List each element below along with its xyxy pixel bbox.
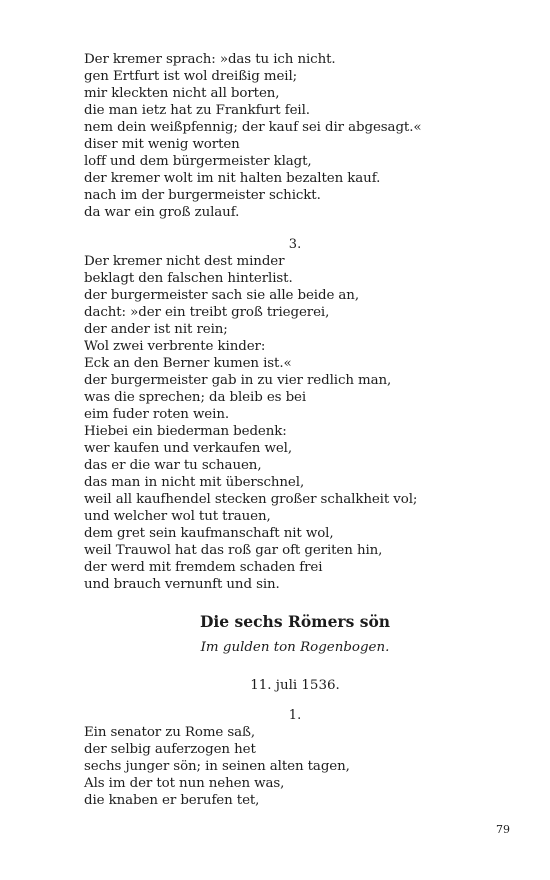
verse-line: der werd mit fremdem schaden frei	[84, 560, 323, 575]
verse-line: weil all kaufhendel stecken großer schalkheit vol;	[84, 492, 418, 507]
verse-line: Als im der tot nun nehen was,	[84, 776, 285, 791]
verse-line: der selbig auferzogen het	[84, 742, 256, 757]
poem-subtitle: Im gulden ton Rogenbogen.	[200, 640, 390, 655]
verse-line: wer kaufen und verkaufen wel,	[84, 441, 293, 456]
verse-line: diser mit wenig worten	[84, 137, 240, 152]
verse-line: das man in nicht mit überschnel,	[84, 475, 305, 490]
verse-line: Ein senator zu Rome saß,	[84, 725, 256, 740]
verse-line: beklagt den falschen hinterlist.	[84, 271, 293, 286]
stanza-number: 3.	[288, 237, 302, 252]
verse-line: und welcher wol tut trauen,	[84, 509, 271, 524]
verse-line: sechs junger sön; in seinen alten tagen,	[84, 759, 350, 774]
verse-line: gen Ertfurt ist wol dreißig meil;	[84, 69, 298, 84]
verse-line: dacht: »der ein treibt groß triegerei,	[84, 305, 330, 320]
verse-line: der burgermeister gab in zu vier redlich man,	[84, 373, 392, 388]
poem-title: Die sechs Römers sön	[199, 612, 391, 631]
verse-line: mir kleckten nicht all borten,	[84, 86, 280, 101]
verse-line: loff und dem bürgermeister klagt,	[84, 154, 312, 169]
stanza-3	[84, 253, 504, 593]
verse-line: Der kremer nicht dest minder	[84, 254, 285, 269]
verse-line: der burgermeister sach sie alle beide an,	[84, 288, 359, 303]
verse-line: weil Trauwol hat das roß gar oft geriten hin,	[84, 543, 383, 558]
poem-stanza-1	[84, 724, 504, 809]
verse-line: Wol zwei verbrente kinder:	[84, 339, 266, 354]
stanza-number: 1.	[288, 708, 302, 723]
verse-line: Hiebei ein biederman bedenk:	[84, 424, 287, 439]
verse-line: der kremer wolt im nit halten bezalten kauf.	[84, 171, 381, 186]
verse-line: und brauch vernunft und sin.	[84, 577, 280, 592]
verse-line: die knaben er berufen tet,	[84, 793, 260, 808]
verse-line: nem dein weißpfennig; der kauf sei dir abgesagt.«	[84, 120, 422, 135]
verse-line: dem gret sein kaufmanschaft nit wol,	[84, 526, 334, 541]
verse-line: eim fuder roten wein.	[84, 407, 229, 422]
stanza-2-continuation	[84, 51, 504, 221]
verse-line: der ander ist nit rein;	[84, 322, 228, 337]
verse-line: die man ietz hat zu Frankfurt feil.	[84, 103, 310, 118]
verse-line: Der kremer sprach: »das tu ich nicht.	[84, 52, 336, 67]
page-number: 79	[496, 823, 510, 836]
verse-line: Eck an den Berner kumen ist.«	[84, 356, 292, 371]
verse-line: das er die war tu schauen,	[84, 458, 262, 473]
verse-line: nach im der burgermeister schickt.	[84, 188, 321, 203]
poem-date: 11. juli 1536.	[250, 678, 340, 693]
verse-line: was die sprechen; da bleib es bei	[84, 390, 307, 405]
verse-line: da war ein groß zulauf.	[84, 205, 240, 220]
